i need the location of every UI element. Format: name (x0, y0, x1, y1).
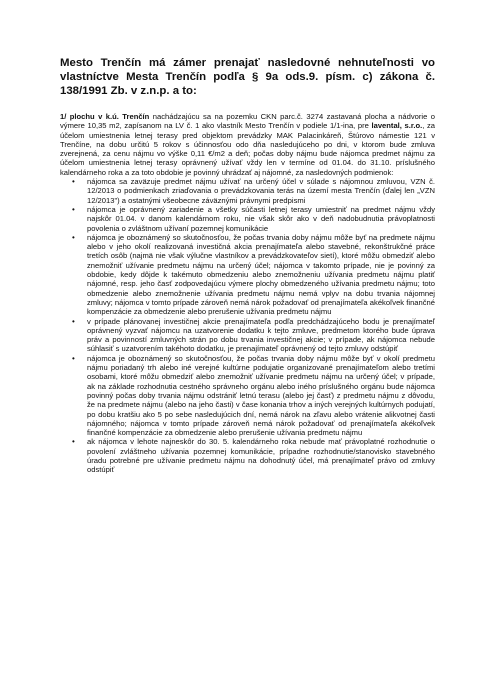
condition-item: • nájomca sa zaväzuje predmet nájmu užívať na určený účel v súlade s nájomnou zmluvou, VZN č. 12/2013 o podmienkach zriaďovania o prevádzkovania terás na území mesta Trenčín (ďalej len „VZN 12/2013") a ostatnými všeobecne záväznými právnymi predpismi (87, 177, 435, 205)
condition-item: • nájomca je oboznámený so skutočnosťou, že počas trvania doby nájmu môže byť na predmete nájmu alebo v jeho okolí realizovaná investičná akcia prenajímateľa alebo stavebné, rekonštrukčné práce tretích osôb (najmä nie však výlučne vlastníkov a prevádzkovateľov sietí), ktoré môžu obmedziť alebo znemožniť užívanie predmetu nájmu na určený účel; nájomca v takomto prípade, nie je povinný za obdobie, kedy dôjde k takémuto obmedzeniu alebo znemožneniu užívania predmetu nájmu platiť nájomné, resp. jeho časť zodpovedajúcu výmere plochy obmedzeného užívania predmetu nájmu; toto obmedzenie alebo znemožnenie užívania predmetu nájmu nemá vplyv na dobu trvania nájomnej zmluvy; nájomca v tomto prípade zároveň nemá nárok požadovať od prenajímateľa akékoľvek finančné kompenzácie za obmedzenie alebo prerušenie užívania predmetu nájmu (87, 233, 435, 317)
document-title: Mesto Trenčín má zámer prenajať nasledovné nehnuteľnosti vo vlastníctve Mesta Trenčín podľa § 9a ods.9. písm. c) zákona č. 138/1991 Zb. v z.n.p. a to: (60, 57, 435, 97)
condition-item: • v prípade plánovanej investičnej akcie prenajímateľa podľa predchádzajúceho bodu je prenajímateľ oprávnený vyzvať nájomcu na uzatvorenie dodatku k tejto zmluve, predmetom ktorého bude úprava práv a povinností zmluvných strán po dobu trvania investičnej akcie; v prípade, ak nájomca nebude súhlasiť s uzatvorením takéhoto dodatku, je prenajímateľ oprávnený od tejto zmluvy odstúpiť (87, 317, 435, 354)
tenant-name: lavental, s.r.o. (371, 121, 423, 131)
condition-item: • ak nájomca v lehote najneskôr do 30. 5. kalendárneho roka nebude mať právoplatné rozhodnutie o povolení zvláštneho užívania pozemnej komunikácie, prípadne rozhodnutie/stanovisko stavebného úradu potrebné pre užívanie predmetu nájmu na dohodnutý účel, má prenajímateľ právo od zmluvy odstúpiť (87, 437, 435, 474)
condition-item: • nájomca je oboznámený so skutočnosťou, že počas trvania doby nájmu môže byť v okolí predmetu nájmu poriadaný trh alebo iné verejné kultúrne podujatie organizované prenajímateľom alebo tretími osobami, ktoré môžu obmedziť alebo znemožniť užívanie predmetu nájmu na určený účel; v prípade, ak na základe rozhodnutia cestného správneho orgánu alebo iného príslušného orgánu bude nájomca povinný počas doby trvania nájmu odstrániť letnú terasu (alebo jej časť) z predmetu nájmu z dôvodu, že na predmete nájmu (alebo na jeho časti) v čase konania trhov a iných verejných kultúrnych podujatí, po dobu kratšiu ako 5 po sebe nasledujúcich dní, nemá nárok na zľavu alebo vrátenie alikvotnej časti nájomného; nájomca v tomto prípade zároveň nemá nárok požadovať od prenajímateľa akékoľvek finančné kompenzácie za obmedzenie alebo prerušenie užívania predmetu nájmu (87, 354, 435, 438)
item-text-2: , za účelom umiestnenia letnej terasy pred objektom prevádzky MAK Palacinkáreň, Štúrovo námestie 121 v Trenčíne, na dobu určitú 5 rokov s účinnosťou odo dňa nasledujúceho po dni, v ktorom bude zmluva zverejnená, za cenu nájmu vo výške 0,11 €/m2 a deň; počas doby nájmu bude nájomca predmet nájmu za účelom umiestnenia letnej terasy oprávnený užívať vždy len v termíne od 01.04. do 31.10. príslušného kalendárneho roka a za toto obdobie je povinný uhrádzať aj nájomné, za nasledovných podmienok: (60, 121, 435, 177)
condition-item: • nájomca je oprávnený zariadenie a všetky súčasti letnej terasy umiestniť na predmet nájmu vždy najskôr 01.04. v danom kalendárnom roku, nie však skôr ako v deň nadobudnutia právoplatnosti povolenia o zvláštnom užívaní pozemnej komunikácie (87, 205, 435, 233)
item-number: 1/ (60, 112, 67, 121)
item-text-1: nachádzajúcu sa na pozemku CKN parc.č. 3274 zastavaná plocha a nádvorie o výmere 10,35 m2, zapísanom na LV č. 1 ako vlastník Mesto Trenčín v podiele 1/1-ina, pre (60, 112, 435, 131)
item-heading: plochu v k.ú. Trenčín (69, 112, 150, 121)
conditions-list (60, 177, 435, 475)
item-paragraph (60, 112, 435, 177)
